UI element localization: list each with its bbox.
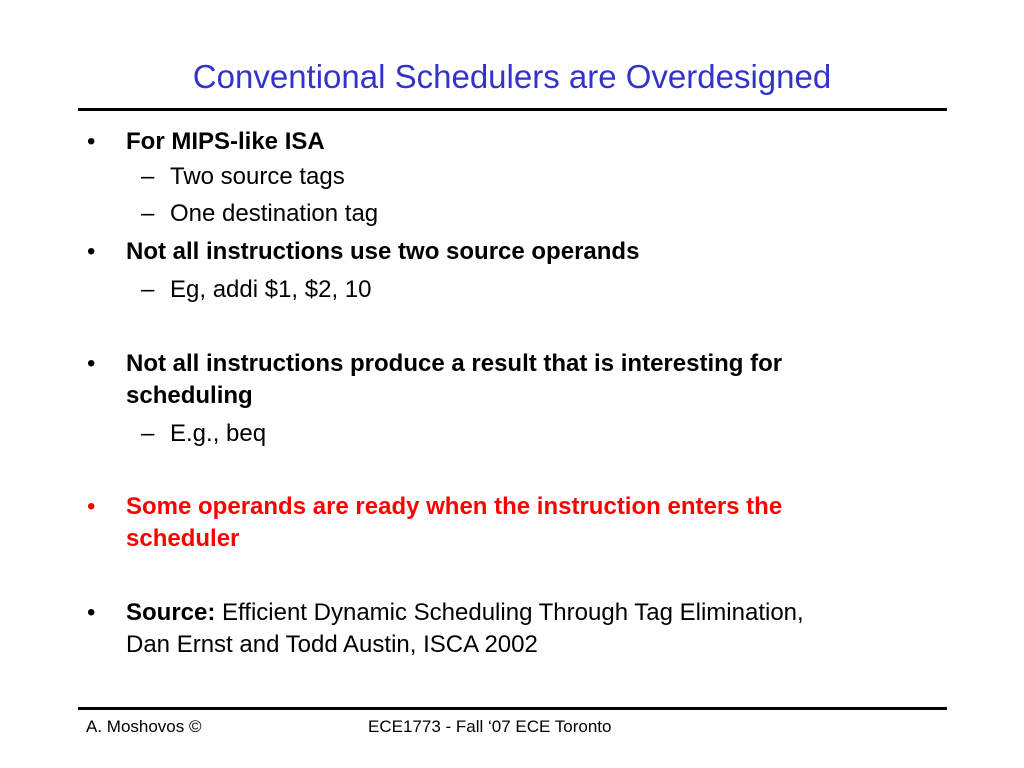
bullet-marker: • <box>87 350 96 377</box>
footer-divider <box>78 707 947 710</box>
dash-marker: – <box>141 200 155 227</box>
bullet-source <box>126 597 804 629</box>
slide-title: Conventional Schedulers are Overdesigned <box>192 58 832 95</box>
source-label: Source: <box>126 599 216 626</box>
dash-marker: – <box>141 420 155 447</box>
bullet-produce-result-line2: scheduling <box>126 382 253 409</box>
bullet-operands-ready-line2: scheduler <box>126 525 240 552</box>
bullet-marker: • <box>87 599 96 626</box>
bullet-marker: • <box>87 493 96 520</box>
source-citation-line2: Dan Ernst and Todd Austin, ISCA 2002 <box>126 631 538 658</box>
sub-addi-example: Eg, addi $1, $2, 10 <box>170 276 372 303</box>
bullet-produce-result-line1: Not all instructions produce a result that is interesting for <box>126 350 783 377</box>
dash-marker: – <box>141 163 155 190</box>
bullet-marker: • <box>87 238 96 265</box>
sub-beq-example: E.g., beq <box>170 420 267 447</box>
footer-course: ECE1773 - Fall ‘07 ECE Toronto <box>368 717 612 736</box>
bullet-mips-isa: For MIPS-like ISA <box>126 128 325 155</box>
source-citation-line1: Efficient Dynamic Scheduling Through Tag Elimination, <box>215 599 804 626</box>
dash-marker: – <box>141 276 155 303</box>
bullet-operands-ready-line1: Some operands are ready when the instruction enters the <box>126 493 783 520</box>
bullet-marker: • <box>87 128 96 155</box>
footer-author: A. Moshovos © <box>86 717 202 736</box>
sub-one-destination-tag: One destination tag <box>170 200 379 227</box>
bullet-two-source-operands: Not all instructions use two source operands <box>126 238 640 265</box>
sub-two-source-tags: Two source tags <box>170 163 345 190</box>
title-divider <box>78 108 947 111</box>
